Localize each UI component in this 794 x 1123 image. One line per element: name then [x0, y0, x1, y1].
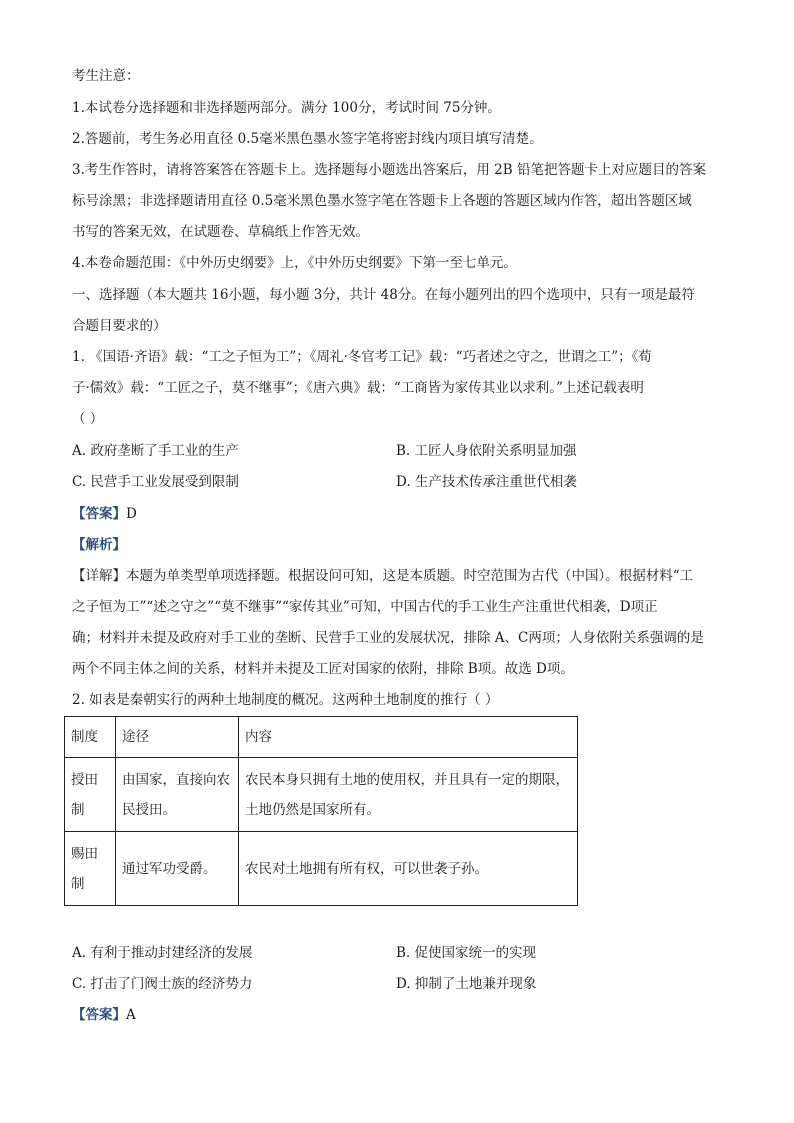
table-row [65, 832, 578, 906]
q2-option-c: C. 打击了门阀士族的经济势力 [72, 976, 253, 992]
table-header-row [65, 717, 578, 758]
q2-answer-value: A [126, 1007, 136, 1023]
q1-analysis-tag [72, 535, 732, 555]
cell-line: 农民对土地拥有所有权，可以世袭子孙。 [245, 860, 488, 877]
q2-option-b: B. 促使国家统一的实现 [396, 945, 537, 961]
cell-line: 民授田。 [122, 801, 176, 818]
table-cell-system [65, 832, 116, 906]
analysis-tag: 【解析】 [72, 537, 126, 553]
q2-option-d: D. 抑制了土地兼并现象 [396, 976, 537, 992]
table-cell-content [239, 832, 578, 906]
notice-item-3-cont2: 书写的答案无效，在试题卷、草稿纸上作答无效。 [72, 224, 369, 240]
notice-item-3: 3.考生作答时，请将答案答在答题卡上。选择题每小题选出答案后，用 2B 铅笔把答题卡上对应题目的答案 [72, 162, 706, 178]
q1-detail-line-4: 两个不同主体之间的关系，材料并未提及工匠对国家的依附，排除 B项。故选 D项。 [72, 661, 574, 677]
cell-line: 制 [71, 801, 85, 818]
section-heading-cont: 合题目要求的） [72, 318, 167, 334]
cell-line: 制 [71, 875, 85, 892]
q2-answer [72, 1005, 732, 1025]
cell-line: 土地仍然是国家所有。 [245, 801, 380, 818]
table-row [65, 758, 578, 832]
notice-item-4: 4.本卷命题范围：《中外历史纲要》上，《中外历史纲要》下第一至七单元。 [72, 255, 517, 271]
q1-answer [72, 504, 732, 524]
q1-detail-line-1 [72, 566, 732, 586]
cell-line: 农民本身只拥有土地的使用权，并且具有一定的期限， [245, 771, 569, 788]
q1-option-d: D. 生产技术传承注重世代相袭 [396, 474, 577, 490]
table-header-system: 制度 [65, 717, 116, 758]
cell-line: 由国家，直接向农 [122, 771, 230, 788]
q1-option-b: B. 工匠人身依附关系明显加强 [396, 443, 577, 459]
q1-stem-line-3: （ ） [72, 411, 104, 427]
answer-tag: 【答案】 [72, 506, 126, 522]
detail-tag: 【详解】 [72, 568, 126, 584]
q1-detail-text-1: 本题为单类型单项选择题。根据设问可知，这是本质题。时空范围为古代（中国）。根据材料“工 [126, 568, 694, 584]
table-cell-method [116, 758, 239, 832]
answer-tag: 【答案】 [72, 1007, 126, 1023]
table-cell-system [65, 758, 116, 832]
q1-option-c: C. 民营手工业发展受到限制 [72, 474, 239, 490]
q1-stem-line-1: 1. 《国语·齐语》载：“工之子恒为工”；《周礼·冬官考工记》载：“巧者述之守之，世谓之工”；《荀 [72, 349, 652, 365]
table-header-method: 途径 [116, 717, 239, 758]
q1-stem-line-2: 子·儒效》载：“工匠之子，莫不继事”；《唐六典》载：“工商皆为家传其业以求利。”上述记载表明 [72, 380, 644, 396]
notice-item-1: 1.本试卷分选择题和非选择题两部分。满分 100分，考试时间 75分钟。 [72, 100, 501, 116]
table-cell-method [116, 832, 239, 906]
section-heading: 一、选择题（本大题共 16小题，每小题 3分，共计 48分。在每小题列出的四个选项中，只有一项是最符 [72, 287, 695, 303]
q1-answer-value: D [126, 506, 137, 522]
table-header-content: 内容 [239, 717, 578, 758]
q1-option-a: A. 政府垄断了手工业的生产 [72, 443, 239, 459]
land-system-table [64, 716, 578, 906]
cell-line: 授田 [71, 771, 98, 788]
notice-title: 考生注意： [72, 68, 140, 84]
q1-detail-line-2: 之子恒为工”“述之守之”“莫不继事”“家传其业”可知，中国古代的手工业生产注重世代相袭，D项正 [72, 599, 658, 615]
q2-option-a: A. 有利于推动封建经济的发展 [72, 945, 253, 961]
q1-detail-line-3: 确；材料并未提及政府对手工业的垄断、民营手工业的发展状况，排除 A、C两项；人身依附关系强调的是 [72, 630, 704, 646]
notice-item-3-cont: 标号涂黑；非选择题请用直径 0.5毫米黑色墨水签字笔在答题卡上各题的答题区域内作答，超出答题区域 [72, 193, 692, 209]
cell-line: 通过军功受爵。 [122, 860, 217, 877]
notice-item-2: 2.答题前，考生务必用直径 0.5毫米黑色墨水签字笔将密封线内项目填写清楚。 [72, 131, 543, 147]
table-cell-content [239, 758, 578, 832]
q2-stem: 2. 如表是秦朝实行的两种土地制度的概况。这两种土地制度的推行（ ） [72, 692, 499, 708]
cell-line: 赐田 [71, 845, 98, 862]
